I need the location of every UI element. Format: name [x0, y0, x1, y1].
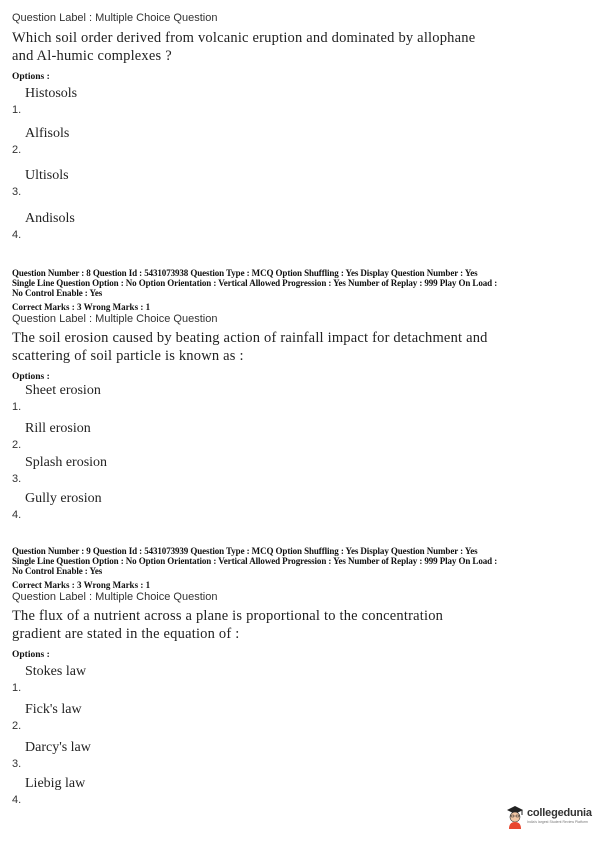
option-number: 3.	[12, 758, 22, 770]
question-text-line-1: The flux of a nutrient across a plane is proportional to the concentration	[12, 608, 444, 624]
option-number: 1.	[12, 401, 22, 413]
option-text: Andisols	[25, 211, 75, 226]
option-number: 2.	[12, 720, 22, 732]
collegedunia-logo[interactable]	[505, 805, 590, 829]
question-label: Question Label : Multiple Choice Question	[12, 313, 218, 325]
option-number: 4.	[12, 794, 22, 806]
option-text: Alfisols	[25, 126, 70, 141]
option-1[interactable]	[12, 383, 312, 413]
question-label: Question Label : Multiple Choice Question	[12, 591, 218, 603]
option-1[interactable]	[12, 86, 312, 116]
question-meta-line-2: Single Line Question Option : No Option Orientation : Vertical Allowed Progression : Yes Number of Replay : 999 Play On Load :	[12, 278, 498, 288]
option-text: Liebig law	[25, 776, 86, 791]
option-4[interactable]	[12, 211, 312, 241]
question-8	[12, 268, 587, 383]
options-header: Options :	[12, 372, 50, 382]
option-text: Darcy's law	[25, 740, 91, 755]
option-text: Histosols	[25, 86, 78, 101]
question-meta-line-2: Single Line Question Option : No Option Orientation : Vertical Allowed Progression : Yes Number of Replay : 999 Play On Load :	[12, 556, 498, 566]
logo-tagline: India's largest Student Review Platform	[527, 820, 588, 824]
graduate-mascot-icon	[505, 805, 525, 829]
question-9	[12, 546, 587, 661]
option-3[interactable]	[12, 740, 312, 770]
question-text-line-2: and Al-humic complexes ?	[12, 48, 172, 64]
option-text: Ultisols	[25, 168, 69, 183]
option-number: 1.	[12, 682, 22, 694]
option-number: 2.	[12, 439, 22, 451]
option-number: 4.	[12, 229, 22, 241]
option-number: 2.	[12, 144, 22, 156]
question-meta-line-3: No Control Enable : Yes	[12, 566, 103, 576]
option-number: 1.	[12, 104, 22, 116]
question-text-line-2: gradient are stated in the equation of :	[12, 626, 240, 642]
options-header: Options :	[12, 72, 50, 82]
question-meta-line-3: No Control Enable : Yes	[12, 288, 103, 298]
option-text: Stokes law	[25, 664, 87, 679]
option-number: 3.	[12, 186, 22, 198]
option-2[interactable]	[12, 126, 312, 156]
question-meta-line-1: Question Number : 8 Question Id : 5431073938 Question Type : MCQ Option Shuffling : Yes Display Question Number : Yes	[12, 268, 478, 278]
marks-info: Correct Marks : 3 Wrong Marks : 1	[12, 580, 151, 590]
option-text: Sheet erosion	[25, 383, 101, 398]
option-text: Fick's law	[25, 702, 82, 717]
option-4[interactable]	[12, 491, 312, 521]
option-number: 3.	[12, 473, 22, 485]
question-meta-line-1: Question Number : 9 Question Id : 5431073939 Question Type : MCQ Option Shuffling : Yes Display Question Number : Yes	[12, 546, 478, 556]
option-4[interactable]	[12, 776, 312, 806]
question-text-line-2: scattering of soil particle is known as :	[12, 348, 244, 364]
option-text: Splash erosion	[25, 455, 108, 470]
question-7	[12, 12, 587, 83]
option-2[interactable]	[12, 421, 312, 451]
marks-info: Correct Marks : 3 Wrong Marks : 1	[12, 302, 151, 312]
option-2[interactable]	[12, 702, 312, 732]
option-1[interactable]	[12, 664, 312, 694]
option-text: Rill erosion	[25, 421, 91, 436]
option-3[interactable]	[12, 168, 312, 198]
question-label: Question Label : Multiple Choice Question	[12, 12, 218, 24]
options-header: Options :	[12, 650, 50, 660]
question-text-line-1: The soil erosion caused by beating action of rainfall impact for detachment and	[12, 330, 488, 346]
option-text: Gully erosion	[25, 491, 102, 506]
option-number: 4.	[12, 509, 22, 521]
logo-wordmark: collegedunia	[527, 807, 592, 819]
question-text-line-1: Which soil order derived from volcanic eruption and dominated by allophane	[12, 30, 476, 46]
option-3[interactable]	[12, 455, 312, 485]
